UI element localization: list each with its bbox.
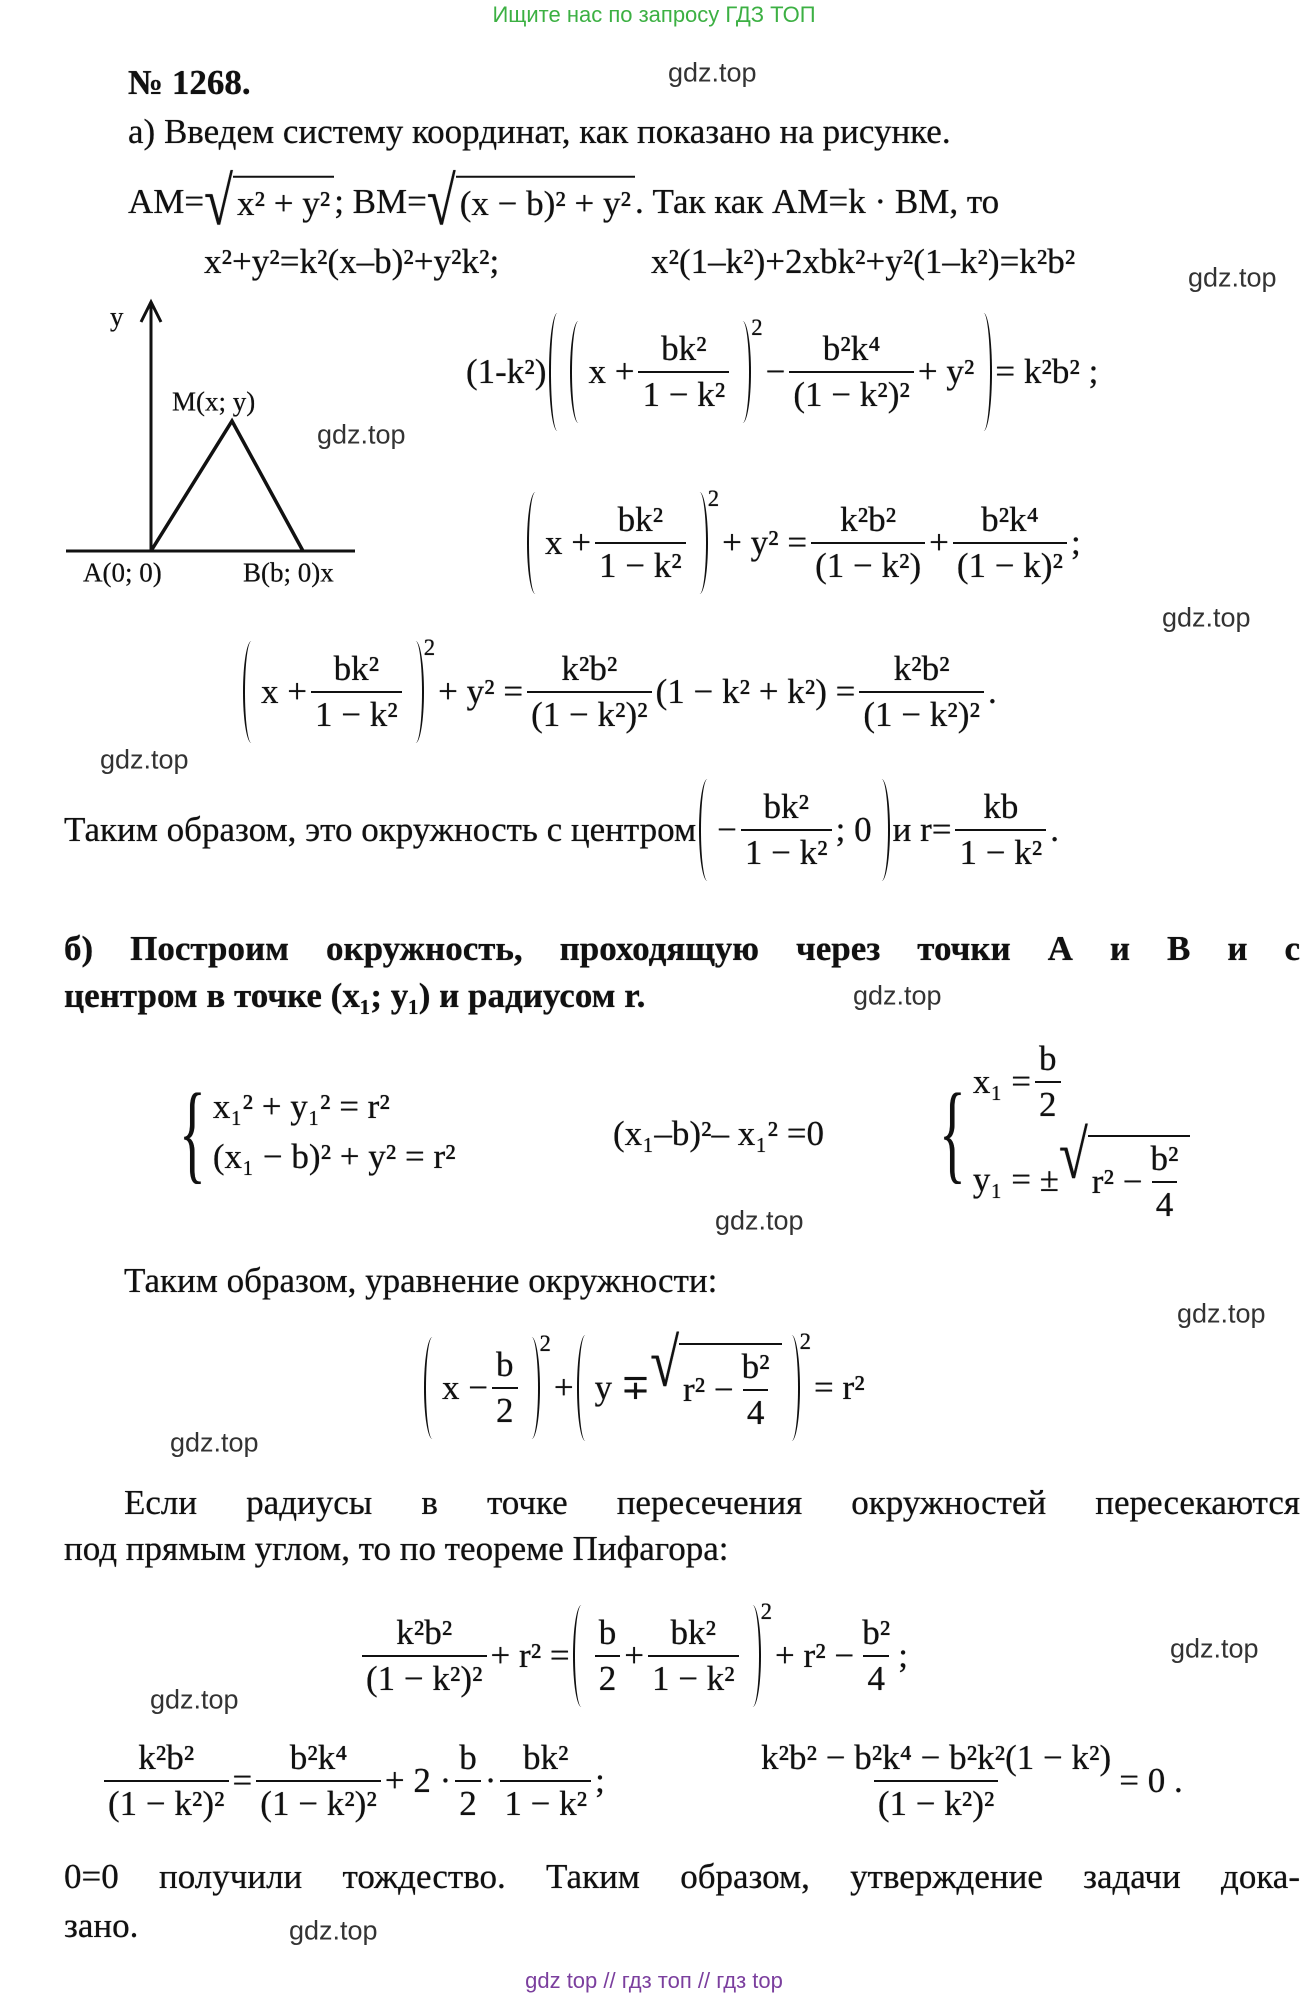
- group-content: [541, 492, 694, 594]
- numerator: b²k⁴: [289, 1738, 348, 1777]
- radical-sign: √: [426, 163, 456, 240]
- numerator: b²: [1150, 1139, 1179, 1178]
- left-paren: [243, 641, 257, 743]
- final-line2: зано.: [64, 1906, 139, 1945]
- math-text: +: [929, 523, 949, 562]
- watermark: gdz.top: [1170, 1633, 1259, 1664]
- fraction: [858, 1613, 894, 1699]
- system-row: [973, 1039, 1191, 1125]
- denominator: 1 − k²: [500, 1780, 591, 1824]
- fraction: [104, 1738, 229, 1824]
- circle-center-conclusion: [64, 779, 1059, 881]
- parenthesized-group: [243, 635, 436, 743]
- math-text: r² −: [683, 1370, 734, 1409]
- denominator: (1 − k²)²: [859, 691, 984, 735]
- left-paren: [573, 1605, 587, 1707]
- math-text: −: [717, 810, 737, 849]
- numerator: b: [496, 1345, 514, 1384]
- math-text: +: [553, 1368, 574, 1407]
- parenthesized-group: [424, 1331, 551, 1439]
- right-paren: [410, 641, 424, 743]
- numerator: bk²: [523, 1738, 569, 1777]
- numerator: b²k⁴: [981, 500, 1039, 539]
- math-text: (x₁ − b)² + y² = r²: [212, 1137, 456, 1176]
- equation-2b: x²(1–k²)+2xbk²+y²(1–k²)=k²b²: [651, 242, 1076, 281]
- equation-10b: [753, 1738, 1183, 1824]
- fraction: [648, 1613, 739, 1699]
- numerator: k²b²: [561, 649, 618, 688]
- watermark: gdz.top: [853, 980, 942, 1011]
- math-text: = r²: [814, 1368, 865, 1407]
- watermark: gdz.top: [150, 1684, 239, 1715]
- denominator: 1 − k²: [638, 371, 729, 415]
- radicand: [1088, 1135, 1191, 1225]
- math-text: .: [987, 672, 997, 711]
- math-text: (1-k²): [466, 352, 547, 391]
- pythagoras-line1: Если радиусы в точке пересечения окружностей пересекаются: [124, 1483, 1300, 1522]
- fraction: [595, 500, 686, 586]
- numerator: k²b²: [396, 1613, 453, 1652]
- fraction: [455, 1738, 481, 1824]
- watermark: gdz.top: [100, 744, 189, 775]
- math-text: .: [1050, 810, 1059, 849]
- math-text: y ∓: [594, 1368, 651, 1407]
- numerator: bk²: [670, 1613, 717, 1652]
- math-text: x² + y²: [236, 184, 331, 223]
- left-paren: [549, 313, 563, 431]
- left-paren: [527, 492, 541, 594]
- numerator: b²: [862, 1613, 891, 1652]
- math-text: + 2 ·: [384, 1761, 452, 1800]
- system-rows: [213, 1087, 456, 1177]
- watermark: gdz.top: [170, 1427, 259, 1458]
- pythagoras-line2: под прямым углом, то по теореме Пифагора:: [64, 1529, 729, 1568]
- fraction: [595, 1613, 621, 1699]
- equation-10a: [100, 1738, 605, 1824]
- numerator: bk²: [763, 787, 809, 826]
- fraction: [500, 1738, 591, 1824]
- math-text: ·: [484, 1761, 497, 1800]
- math-text: x₁² + y₁² = r²: [212, 1087, 390, 1126]
- group-content: [587, 1605, 747, 1707]
- left-brace: {: [939, 1071, 966, 1193]
- math-text: x +: [261, 672, 307, 711]
- math-text: r² −: [1091, 1162, 1143, 1201]
- right-paren: [737, 321, 751, 423]
- fraction: [362, 1613, 487, 1699]
- fraction: [741, 787, 832, 873]
- numerator: k²b² − b²k⁴ − b²k²(1 − k²): [761, 1738, 1112, 1777]
- figure-m-label: M(x; y): [172, 386, 256, 417]
- system-1: [166, 1071, 456, 1193]
- equation-8: [421, 1325, 865, 1441]
- denominator: 4: [1152, 1181, 1178, 1225]
- left-brace: {: [179, 1071, 206, 1193]
- parenthesized-group: [577, 1325, 812, 1441]
- numerator: b: [459, 1738, 477, 1777]
- square-root: [1058, 1117, 1190, 1225]
- radical-sign: √: [650, 1325, 680, 1401]
- right-paren: [786, 1335, 800, 1441]
- equation-7: (x₁–b)²– x₁² =0: [613, 1114, 824, 1153]
- denominator: (1 − k²)²: [874, 1780, 999, 1824]
- math-text: x₁ =: [972, 1062, 1032, 1101]
- right-paren: [694, 492, 708, 594]
- math-text: =: [232, 1761, 253, 1800]
- right-paren: [978, 313, 992, 431]
- watermark: gdz.top: [668, 57, 757, 88]
- numerator: k²b²: [893, 649, 950, 688]
- math-text: Таким образом, это окружность с центром: [64, 810, 697, 849]
- denominator: (1 − k²)²: [527, 691, 652, 735]
- numerator: b²k⁴: [822, 329, 881, 368]
- fraction: [256, 1738, 381, 1824]
- group-content: [591, 1325, 786, 1441]
- watermark: gdz.top: [289, 1915, 378, 1946]
- math-text: + y² =: [438, 672, 524, 711]
- math-text: AM=: [128, 182, 205, 221]
- math-text: x +: [545, 523, 591, 562]
- group-content: [584, 321, 737, 423]
- fraction: [1146, 1139, 1182, 1225]
- math-text: = 0 .: [1119, 1761, 1183, 1800]
- watermark: gdz.top: [1162, 602, 1251, 633]
- numerator: k²b²: [138, 1738, 195, 1777]
- fraction: [953, 500, 1067, 586]
- fraction: [738, 1347, 774, 1433]
- equation-2a: x²+y²=k²(x–b)²+y²k²;: [204, 242, 500, 281]
- group-content: [563, 313, 978, 431]
- parenthesized-group: [699, 779, 889, 881]
- denominator: (1 − k²)²: [256, 1780, 381, 1824]
- denominator: 1 − k²: [741, 829, 832, 873]
- radical-sign: √: [1058, 1117, 1088, 1193]
- fraction: [859, 649, 984, 735]
- math-text: x +: [588, 352, 635, 391]
- math-text: +: [624, 1636, 644, 1675]
- denominator: 4: [863, 1655, 889, 1699]
- math-text: ;: [898, 1636, 908, 1675]
- exponent: 2: [539, 1331, 551, 1356]
- problem-number: № 1268.: [128, 63, 251, 102]
- left-paren: [570, 321, 584, 423]
- fraction: [811, 500, 925, 586]
- fraction: [955, 787, 1046, 873]
- math-text: + r² −: [775, 1636, 855, 1675]
- watermark: gdz.top: [715, 1205, 804, 1236]
- denominator: (1 − k²)²: [362, 1655, 487, 1699]
- exponent: 2: [423, 635, 436, 660]
- equation-4: [524, 486, 1081, 594]
- fraction: [789, 329, 914, 415]
- watermark: gdz.top: [1188, 262, 1277, 293]
- math-text: + y² =: [722, 523, 808, 562]
- equation-9: [358, 1599, 908, 1707]
- math-text: + r² =: [490, 1636, 570, 1675]
- equation-system: [166, 1071, 456, 1193]
- math-text: ;: [1070, 523, 1081, 562]
- system-rows: [973, 1039, 1191, 1225]
- figure-b-label: B(b; 0)x: [243, 557, 334, 588]
- math-text: ;: [595, 1761, 605, 1800]
- footer-links[interactable]: gdz top // гдз топ // гдз top: [525, 1968, 783, 1993]
- math-text: x −: [442, 1368, 488, 1407]
- figure-a-label: A(0; 0): [83, 557, 162, 588]
- math-text: и r=: [892, 810, 952, 849]
- square-root: [650, 1325, 781, 1433]
- math-text: −: [765, 352, 786, 391]
- group-content: [257, 641, 410, 743]
- numerator: bk²: [617, 500, 664, 539]
- system-row: [972, 1117, 1191, 1225]
- denominator: (1 − k²)²: [789, 371, 914, 415]
- part-b-line2: центром в точке (x₁; y₁) и радиусом r.: [64, 976, 646, 1015]
- system-row: [213, 1087, 456, 1127]
- group-content: [713, 779, 875, 881]
- part-b-line1: б) Построим окружность, проходящую через точки А и В и с: [64, 929, 1300, 968]
- numerator: b²: [741, 1347, 770, 1386]
- math-text: + y²: [917, 352, 975, 391]
- group-content: [438, 1337, 526, 1439]
- denominator: 1 − k²: [955, 829, 1046, 873]
- denominator: (1 − k²)²: [104, 1780, 229, 1824]
- fraction: [1035, 1039, 1061, 1125]
- exponent: 2: [799, 1329, 812, 1354]
- watermark: gdz.top: [1177, 1298, 1266, 1329]
- numerator: kb: [983, 787, 1019, 826]
- part-a-intro: а) Введем систему координат, как показано на рисунке.: [128, 112, 951, 151]
- numerator: bk²: [333, 649, 380, 688]
- system-row: [213, 1137, 456, 1177]
- denominator: (1 − k)²: [953, 542, 1067, 586]
- right-paren: [747, 1605, 761, 1707]
- math-text: . Так как AM=k · BM, то: [635, 182, 1000, 221]
- denominator: 2: [455, 1780, 481, 1824]
- radicand: [679, 1343, 782, 1433]
- math-text: y₁ = ±: [972, 1160, 1059, 1199]
- fraction: [638, 329, 729, 415]
- denominator: 1 − k²: [648, 1655, 739, 1699]
- right-paren: [526, 1337, 540, 1439]
- final-line1: 0=0 получили тождество. Таким образом, утверждение задачи дока-: [64, 1857, 1300, 1896]
- left-paren: [699, 779, 713, 881]
- fraction: [311, 649, 402, 735]
- left-paren: [424, 1337, 438, 1439]
- parenthesized-group: [527, 486, 720, 594]
- header-banner[interactable]: Ищите нас по запросу ГДЗ ТОП: [492, 2, 816, 27]
- numerator: k²b²: [840, 500, 897, 539]
- denominator: 4: [743, 1389, 769, 1433]
- fraction: [527, 649, 652, 735]
- exponent: 2: [751, 315, 763, 340]
- parenthesized-group: [549, 313, 992, 431]
- figure-y-label: y: [110, 301, 124, 332]
- right-paren: [876, 779, 890, 881]
- denominator: (1 − k²): [811, 542, 925, 586]
- equation-system: [926, 1039, 1190, 1225]
- denominator: 1 − k²: [311, 691, 402, 735]
- exponent: 2: [760, 1599, 773, 1624]
- parenthesized-group: [570, 315, 763, 423]
- denominator: 1 − k²: [595, 542, 686, 586]
- denominator: 2: [595, 1655, 621, 1699]
- circle-equation-text: Таким образом, уравнение окружности:: [124, 1261, 718, 1300]
- denominator: 2: [492, 1387, 518, 1431]
- denominator: 2: [1035, 1081, 1061, 1125]
- math-text: (x − b)² + y²: [459, 184, 631, 223]
- math-text: = k²b² ;: [995, 352, 1099, 391]
- watermark: gdz.top: [317, 419, 406, 450]
- numerator: bk²: [661, 329, 707, 368]
- math-text: (1 − k² + k²) =: [655, 672, 856, 711]
- radical-sign: √: [204, 163, 233, 240]
- numerator: b: [1039, 1039, 1057, 1078]
- triangle-amb: [151, 421, 303, 551]
- system-2: [926, 1039, 1190, 1225]
- math-text: ; 0: [835, 810, 872, 849]
- math-text: ; BM=: [334, 182, 427, 221]
- parenthesized-group: [573, 1599, 773, 1707]
- left-paren: [577, 1335, 591, 1441]
- fraction: [492, 1345, 518, 1431]
- equation-5: [240, 635, 997, 743]
- equation-3: [466, 313, 1098, 431]
- exponent: 2: [707, 486, 720, 511]
- numerator: b: [598, 1613, 617, 1652]
- fraction: [757, 1738, 1115, 1824]
